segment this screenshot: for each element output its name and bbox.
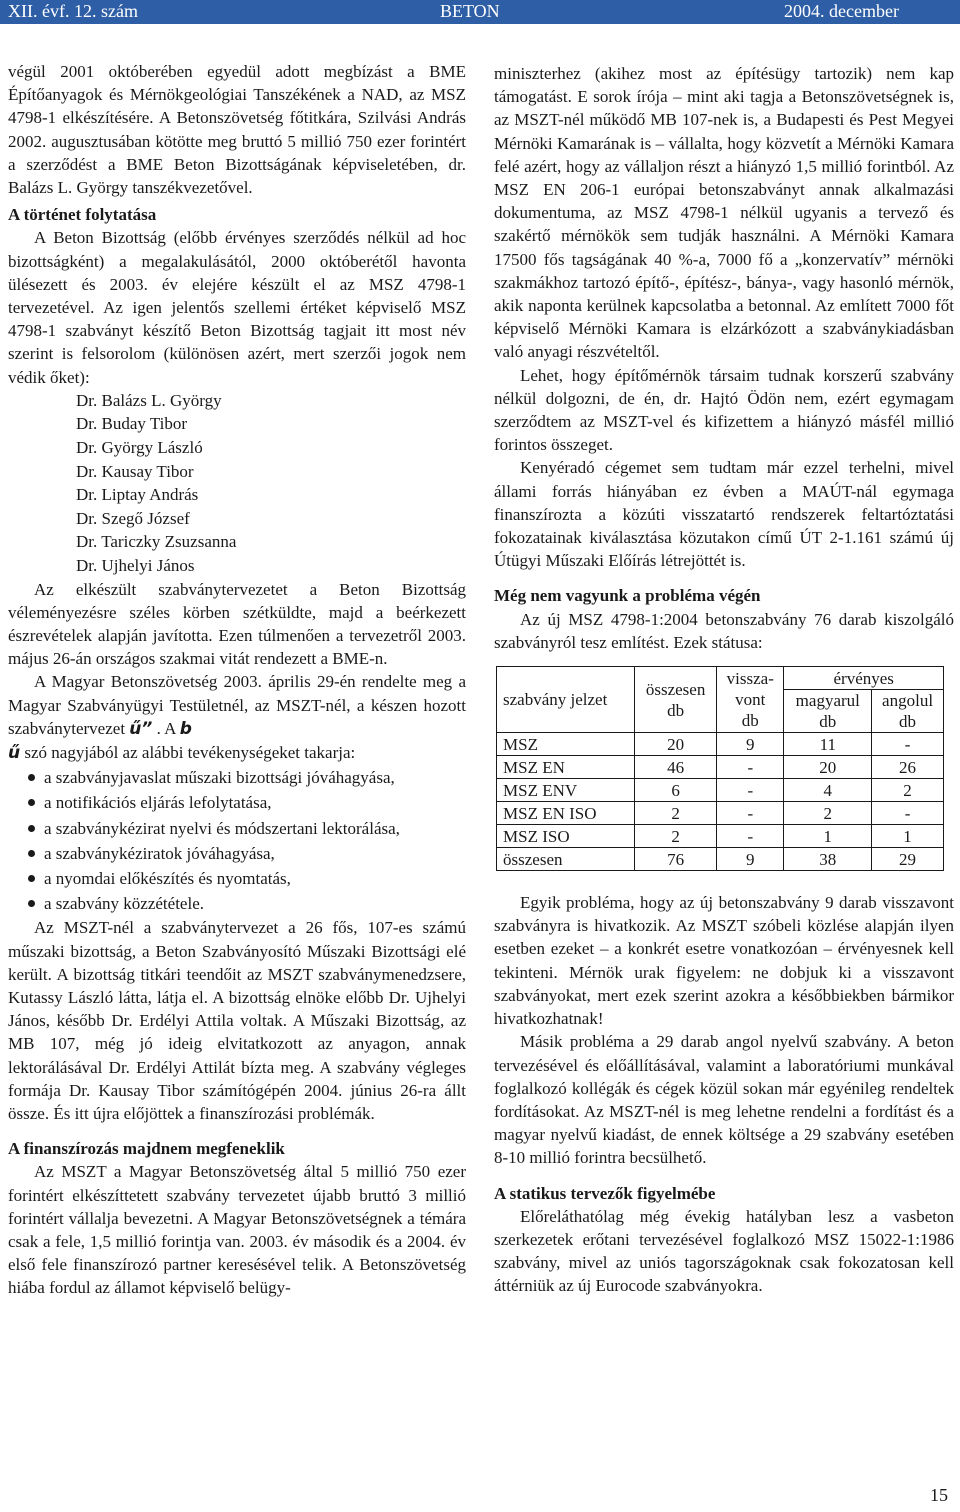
table-cell: 29	[872, 848, 944, 871]
table-cell: MSZ	[497, 733, 635, 756]
table-row	[497, 848, 944, 871]
list-item: a szabvány közzététele.	[26, 891, 466, 916]
table-cell: MSZ EN ISO	[497, 802, 635, 825]
header-text: db	[741, 711, 759, 731]
table-row	[497, 756, 944, 779]
header-text: vont	[735, 690, 766, 710]
table-cell: 2	[872, 779, 944, 802]
table-header-cell	[784, 690, 872, 733]
list-item: a szabványjavaslat műszaki bizottsági jóváhagyása,	[26, 765, 466, 790]
list-item: Dr. Liptay András	[76, 485, 199, 505]
section-heading-financing: A finanszírozás majdnem megfeneklik	[8, 1139, 285, 1159]
list-item: a szabványkézirat nyelvi és módszertani lektorálása,	[26, 816, 466, 841]
paragraph: végül 2001 októberében egyedül adott megbízást a BME Építőanyagok és Mérnökgeológiai Tanszékének a NAD, az MSZ 4798-1 elkészítésére. A Betonszövetség főtitkára, Szilvási András 2002. augusztusában kötötte meg bruttó 5 millió 750 ezer forintért a szerződést a BME Beton Bizottságának képviseletében, dr. Balázs L. György tanszékvezetővel.	[8, 62, 466, 198]
paragraph: Másik probléma a 29 darab angol nyelvű szabvány. A beton tervezésével és előállításával, valamint a laboratóriumi munkával foglalkozó kollégák és cégek közül sokan már egyénileg rendeltek fordításokat. Az MSZT-nél is meg lehetne rendelni a fordítást és a magyar nyelvű kiadást, de ennek költsége a 29 szabvány esetében 8-10 millió forintra becsülhető.	[494, 1032, 954, 1168]
table-cell: -	[717, 802, 784, 825]
table-cell: -	[872, 802, 944, 825]
garbled-glyph: ű”	[129, 718, 153, 739]
paragraph: Az új MSZ 4798-1:2004 betonszabvány 76 darab kiszolgáló szabványról tesz említést. Ezek státusa:	[494, 609, 954, 652]
paragraph: Az MSZT a Magyar Betonszövetség által 5 millió 750 ezer forintért elkészíttetett szabvány tervezetet újabb bruttó 3 millió forintért vállalja bevezetni. A Magyar Betonszövetségnek a témára csak a fele, 1,5 millió forintja van. 2003. év második és a 2004. év első fele finanszírozó partner keresésével telik. A Betonszövetség hiába fordul az államot képviselő belügy-	[8, 1162, 466, 1298]
table-cell: MSZ ENV	[497, 779, 635, 802]
table-cell: 4	[784, 779, 872, 802]
right-column	[494, 62, 954, 1298]
table-cell: 2	[635, 802, 717, 825]
committee-member-list	[8, 389, 466, 578]
list-item: Dr. Ujhelyi János	[76, 556, 195, 575]
table-cell: 1	[872, 825, 944, 848]
header-text: angolul	[882, 691, 934, 711]
header-text: vissza-	[726, 669, 774, 689]
paragraph: Az MSZT-nél a szabványtervezet a 26 fős, 107-es számú műszaki bizottság, a Beton Szabványosító Műszaki Bizottsági elé került. A bizottság titkári teendőit az MSZT szabványmenedzsere, Kutassy László látta, látja el. A bizottság elnöke előbb Dr. Ujhelyi János, később Dr. Erdélyi Attila voltak. A Műszaki Bizottság, az MB 107, még jó ideig elvitatkozott az anyagon, annak lektorálásával Dr. Erdélyi Attilát bízta meg. A szabvány végleges formája Dr. Kausay Tibor számítógépén 2004. június 26-ra állt össze. És itt újra előjöttek a finanszírozási problémák.	[8, 918, 466, 1124]
text-run: . A	[152, 718, 180, 738]
section-heading-structural: A statikus tervezők figyelmébe	[494, 1183, 716, 1203]
standards-status-table	[496, 666, 944, 871]
paragraph: Egyik probléma, hogy az új betonszabvány 9 darab visszavont szabványra is hivatkozik. Az MSZT szóbeli közlése alapján ilyen esetben ezeket – a konkrét esetre vonatkozóan – érvényesnek kell tekinteni. Mérnök urak figyelem: ne dobjuk ki a visszavont szabványokat, mert ezek szerint azokra a későbbiekben bármikor hivatkozhatnak!	[494, 893, 954, 1029]
text-run: A Magyar Betonszövetség 2003. április 29-én rendelte meg a Magyar Szabványügyi Testületnél, az MSZT-nél, a készen hozott szabványtervezet	[8, 672, 466, 738]
table-row	[497, 825, 944, 848]
header-text: magyarul	[795, 691, 860, 711]
table-cell: -	[872, 733, 944, 756]
left-column	[8, 60, 466, 1300]
list-item: Dr. Balázs L. György	[76, 390, 222, 410]
table-header-cell	[635, 667, 717, 733]
table-cell: 1	[784, 825, 872, 848]
table-cell: 2	[635, 825, 717, 848]
paragraph: Az elkészült szabványtervezetet a Beton Bizottság véleményezésre széles körben szétküldte, majd a beérkezett észrevételek alapján javította. Ezen túlmenően a tervezetről 2003. május 26-án országos szakmai vitát rendezett a BME-n.	[8, 579, 466, 669]
table-header-cell	[717, 667, 784, 733]
table-row	[497, 802, 944, 825]
garbled-glyph: b	[179, 718, 192, 739]
table-header-cell: érvényes	[784, 667, 944, 690]
list-item: Dr. Kausay Tibor	[76, 461, 194, 481]
paragraph: miniszterhez (akihez most az építésügy tartozik) nem kap támogatást. E sorok írója – mint aki tagja a Betonszövetségnek is, az MSZT-nél működő MB 107-nek is, a Budapesti és Pest Megyei Mérnöki Kamarának is – vállalta, hogy közvetít a Mérnöki Kamara felé azért, hogy az vállaljon részt a hiányzó 1,5 millió forintból. Az MSZ EN 206-1 európai betonszabványt annak alkalmazási dokumentuma, az MSZ 4798-1 nélkül ugyanis a tervező és szakértő mérnökök sem tudják használni. A Mérnöki Kamara 17500 fős tagságának 40 %-a, 7000 fő a „konzervatív” mérnöki szakmákhoz tartozó építő-, építész-, bánya-, vagy hasonló mérnök, akik naponta kerülnek kapcsolatba a betonnal. Az említett 7000 főt képviselő Mérnöki Kamara is elzárkózott a szabványkiadásban való anyagi részvételtől.	[494, 64, 954, 362]
table-cell: 38	[784, 848, 872, 871]
table-cell: 6	[635, 779, 717, 802]
paragraph: Kenyéradó cégemet sem tudtam már ezzel terhelni, mivel állami forrás hiányában ez évben a MAÚT-nál egymaga finanszírozta a közúti visszatartó rendszerek feltartóztatási fokozatainak kiválasztása közutakon című ÚT 2-1.161 számú új Útügyi Műszaki Előírás létrejöttét is.	[494, 458, 954, 571]
table-cell: összesen	[497, 848, 635, 871]
table-cell: 20	[635, 733, 717, 756]
table-cell: MSZ ISO	[497, 825, 635, 848]
section-heading-problem: Még nem vagyunk a probléma végén	[494, 586, 761, 606]
issue-label: XII. évf. 12. szám	[8, 1, 138, 21]
table-header-cell	[872, 690, 944, 733]
table-header-cell: szabvány jelzet	[497, 667, 635, 733]
table-cell: MSZ EN	[497, 756, 635, 779]
list-item: Dr. György László	[76, 438, 203, 458]
list-item: Dr. Szegő József	[76, 508, 190, 528]
list-item: a szabványkéziratok jóváhagyása,	[26, 841, 466, 866]
table-row	[497, 779, 944, 802]
header-text: db	[819, 712, 837, 732]
table-cell: 9	[717, 848, 784, 871]
header-text: összesen	[645, 679, 706, 699]
list-item: a notifikációs eljárás lefolytatása,	[26, 790, 466, 815]
activity-list	[8, 765, 466, 916]
issue-date: 2004. december	[784, 1, 899, 21]
list-item: Dr. Buday Tibor	[76, 414, 187, 434]
header-text: db	[667, 700, 685, 720]
list-item: a nyomdai előkészítés és nyomtatás,	[26, 866, 466, 891]
table-cell: 76	[635, 848, 717, 871]
table-row	[497, 733, 944, 756]
garbled-glyph: ű	[8, 743, 21, 764]
text-run: szó nagyjából az alábbi tevékenységeket takarja:	[20, 743, 356, 763]
table-cell: 26	[872, 756, 944, 779]
page-number: 15	[930, 1485, 948, 1505]
list-item: Dr. Tariczky Zsuzsanna	[76, 532, 237, 552]
table-cell: 2	[784, 802, 872, 825]
magazine-title: BETON	[440, 1, 500, 21]
paragraph	[8, 670, 466, 765]
paragraph: Előreláthatólag még évekig hatályban lesz a vasbeton szerkezetek erőtani tervezésével foglalkozó MSZ 15022-1:1986 szabvány, mivel az uniós tagországoknak csak fokozatosan kell áttérniük az új Eurocode szabványokra.	[494, 1206, 954, 1296]
section-heading-history: A történet folytatása	[8, 205, 157, 225]
table-cell: 11	[784, 733, 872, 756]
table-cell: -	[717, 756, 784, 779]
table-cell: -	[717, 779, 784, 802]
paragraph: A Beton Bizottság (előbb érvényes szerződés nélkül ad hoc bizottságként) a megalakulásától, 2000 októberétől havonta ülésezett és 2003. év elejére készült el az MSZ 4798-1 tervezetével. Az igen jelentős szellemi értéket képviselő MSZ 4798-1 szabványt készítő Beton Bizottság tagjait itt most név szerint is felsorolom (különösen azért, mert szerzői jogok nem védik őket):	[8, 228, 466, 387]
paragraph: Lehet, hogy építőmérnök társaim tudnak korszerű szabvány nélkül dolgozni, de én, dr. Hajtó Ödön nem, ezért egymagam szerződtem az MSZT-vel és kifizettem a hiányzó másfél millió forintos összeget.	[494, 365, 954, 455]
page-header	[0, 0, 960, 24]
table-cell: 20	[784, 756, 872, 779]
table-cell: 9	[717, 733, 784, 756]
table-cell: -	[717, 825, 784, 848]
header-text: db	[899, 712, 917, 732]
table-cell: 46	[635, 756, 717, 779]
